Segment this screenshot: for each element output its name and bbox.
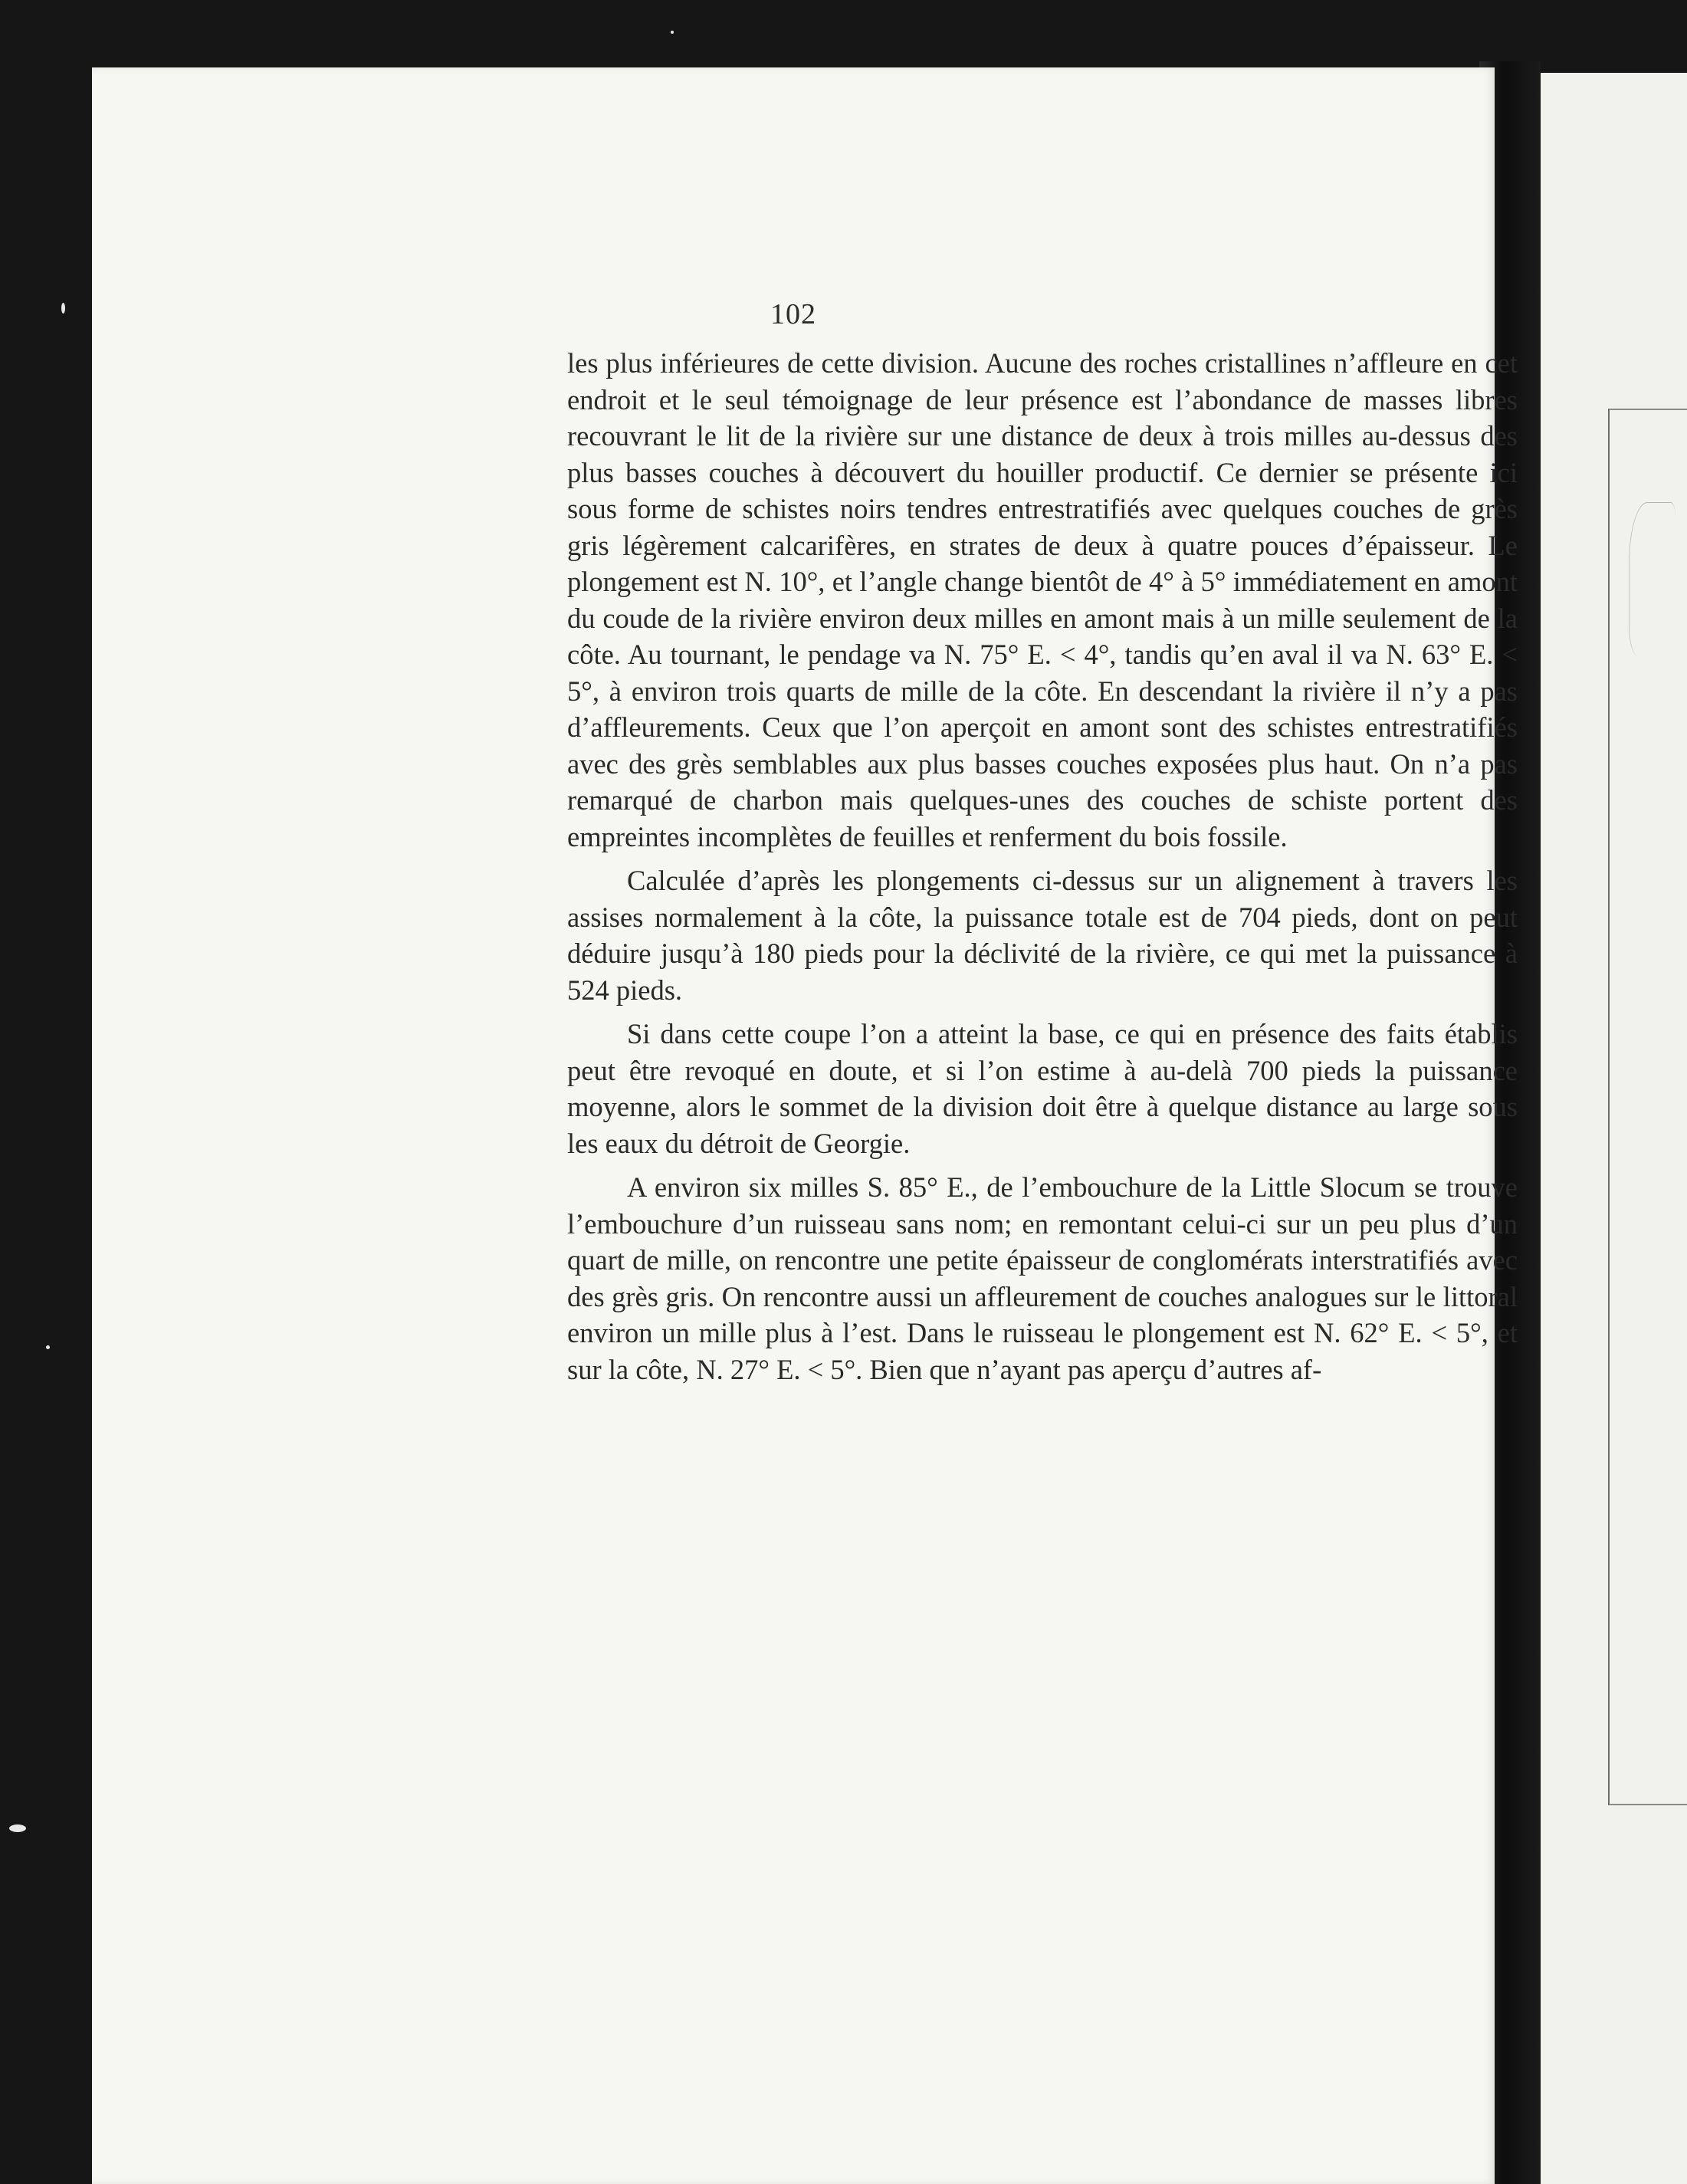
page-number: 102 <box>770 298 816 330</box>
paragraph-4: A environ six milles S. 85° E., de l’embouchure de la Little Slocum se trouve l’embouchure d’un ruisseau sans nom; en remontant celui-ci sur un peu plus d’un quart de mille, on rencontre une petite épaisseur de conglomérats interstratifiés avec des grès gris. On rencontre aussi un affleurement de couches analogues sur le littoral environ un mille plus à l’est. Dans le ruisseau le plongement est N. 62° E. < 5°, et sur la côte, N. 27° E. < 5°. Bien que n’ayant pas aperçu d’autres af- <box>567 1171 1518 1385</box>
scan-speck <box>46 1345 50 1349</box>
paragraph-1: les plus inférieures de cette division. Aucune des roches cristallines n’affleure en cet endroit et le seul témoignage de leur présence est l’abondance de masses libres recouvrant le lit de la rivière sur une distance de deux à trois milles au-dessus des plus basses couches à découvert du houiller productif. Ce dernier se présente ici sous forme de schistes noirs tendres entrestratifiés avec quelques couches de grès gris légèrement calcarifères, en strates de deux à quatre pouces d’épaisseur. Le plongement est N. 10°, et l’angle change bientôt de 4° à 5° immédiatement en amont du coude de la rivière environ deux milles en amont mais à un mille seulement de la côte. Au tournant, le pendage va N. 75° E. < 4°, tandis qu’en aval il va N. 63° E. < 5°, à environ trois quarts de mille de la côte. En descendant la rivière il n’y a pas d’affleurements. Ceux que l’on aperçoit en amont sont des schistes entrestratifiés avec des grès semblables aux plus basses couches exposées plus haut. On n’a pas remarqué de charbon mais quelques-unes des couches de schiste portent des empreintes incomplètes de feuilles et renferment du bois fossile. <box>567 347 1518 852</box>
scan-speck <box>671 31 674 34</box>
scan-speck <box>61 303 65 314</box>
book-page <box>92 67 1518 2184</box>
paragraph-3: Si dans cette coupe l’on a atteint la base, ce qui en présence des faits établis peut être revoqué en doute, et si l’on estime à au-delà 700 pieds la puissance moyenne, alors le sommet de la division doit être à quelque distance au large sous les eaux du détroit de Georgie. <box>567 1018 1518 1159</box>
body-text <box>567 345 1518 1388</box>
scan-speck <box>9 1824 26 1832</box>
paragraph-2: Calculée d’après les plongements ci-dessus sur un alignement à travers les assises normalement à la côte, la puissance totale est de 704 pieds, dont on peut déduire jusqu’à 180 pieds pour la déclivité de la rivière, ce qui met la puissance à 524 pieds. <box>567 865 1518 1006</box>
